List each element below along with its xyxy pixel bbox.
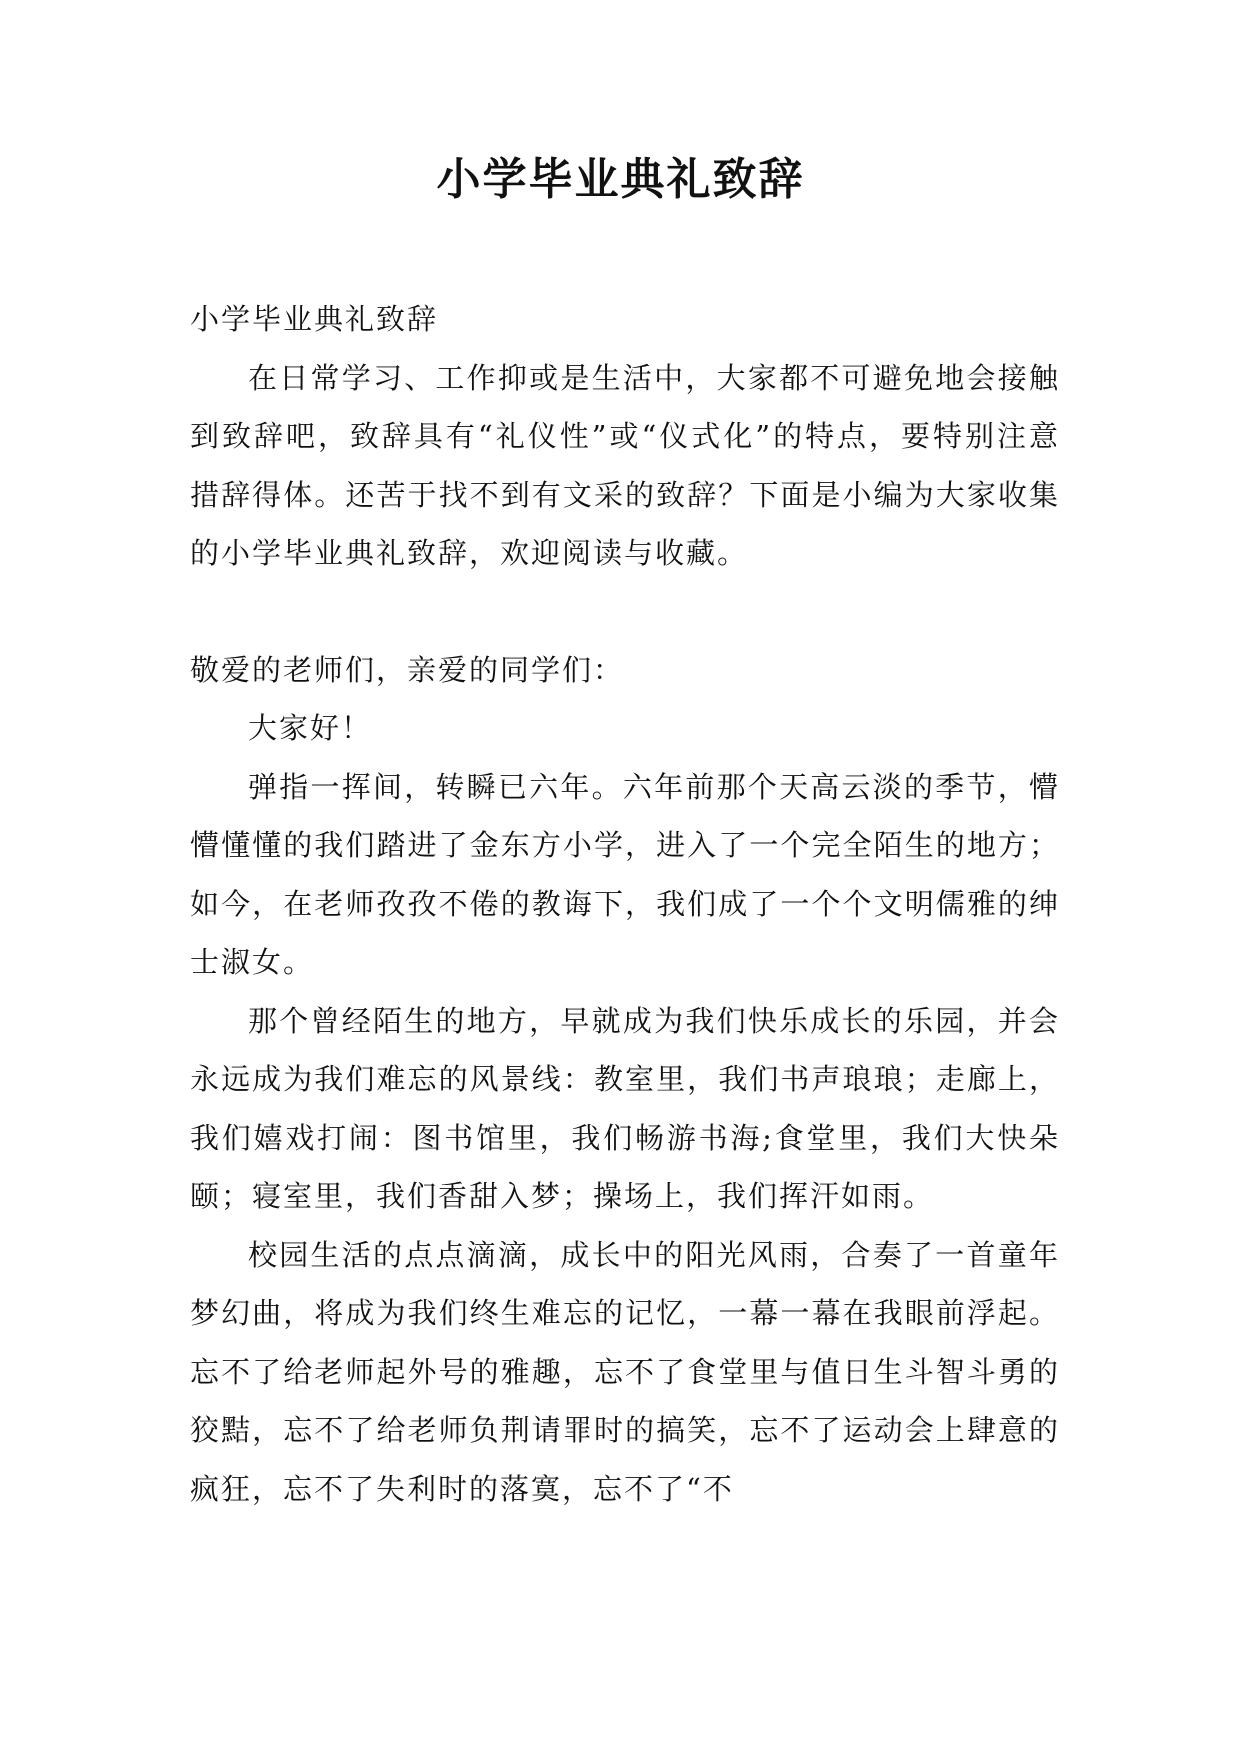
- intro-paragraph: 在日常学习、工作抑或是生活中，大家都不可避免地会接触到致辞吧，致辞具有“礼仪性”或“仪式化”的特点，要特别注意措辞得体。还苦于找不到有文采的致辞？下面是小编为大家收集的小学毕业典礼致辞，欢迎阅读与收藏。: [190, 360, 1060, 570]
- document-subtitle: 小学毕业典礼致辞: [190, 302, 439, 336]
- document-body: [190, 290, 1060, 1518]
- salutation: 敬爱的老师们，亲爱的同学们：: [190, 652, 625, 687]
- body-paragraph: 弹指一挥间，转瞬已六年。六年前那个天高云淡的季节，懵懵懂懂的我们踏进了金东方小学，进入了一个完全陌生的地方；如今，在老师孜孜不倦的教诲下，我们成了一个个文明儒雅的绅士淑女。: [190, 769, 1060, 979]
- greeting: 大家好！: [248, 711, 373, 745]
- body-paragraph: 那个曾经陌生的地方，早就成为我们快乐成长的乐园，并会永远成为我们难忘的风景线：教室里，我们书声琅琅；走廊上，我们嬉戏打闹：图书馆里，我们畅游书海;食堂里，我们大快朵颐；寝室里，我们香甜入梦；操场上，我们挥汗如雨。: [190, 1003, 1060, 1213]
- document-title: 小学毕业典礼致辞: [436, 154, 805, 205]
- body-paragraph: 校园生活的点点滴滴，成长中的阳光风雨，合奏了一首童年梦幻曲，将成为我们终生难忘的记忆，一幕一幕在我眼前浮起。忘不了给老师起外号的雅趣，忘不了食堂里与值日生斗智斗勇的狡黠，忘不了给老师负荆请罪时的搞笑，忘不了运动会上肆意的疯狂，忘不了失利时的落寞，忘不了“不: [190, 1237, 1060, 1506]
